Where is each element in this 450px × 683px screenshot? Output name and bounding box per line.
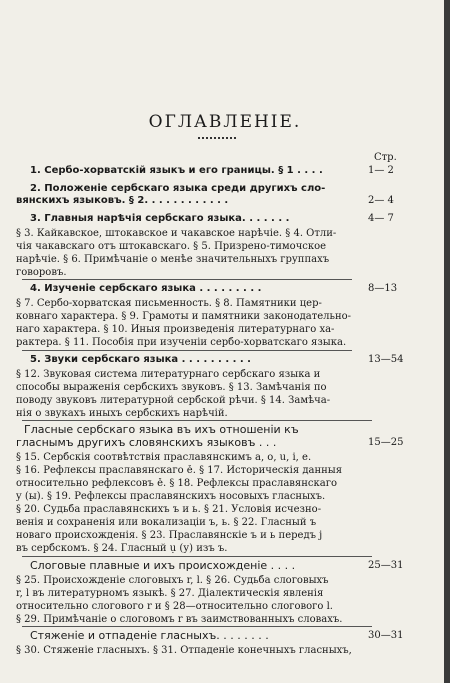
toc-text-line: § 12. Звуковая система литературнаго сербскаго языка и (16, 369, 321, 380)
page-range: 25—31 (368, 560, 404, 571)
toc-heading: гласнымъ другихъ словянскихъ языковъ . . . (16, 437, 277, 449)
toc-text-line: § 16. Рефлексы праславянскаго ě. § 17. Историческія данныя (16, 465, 343, 476)
toc-text-line: нія о звукахъ иныхъ сербскихъ нарѣчій. (16, 408, 228, 419)
toc-text-line: § 30. Стяженіе гласныхъ. § 31. Отпаденіе конечныхъ гласныхъ, (16, 645, 352, 656)
section-divider (22, 279, 352, 280)
toc-text-line: § 7. Сербо-хорватская письменность. § 8. Памятники цер- (16, 298, 322, 309)
toc-text-line: новаго происхожденія. § 23. Праславянскіе ъ и ь передъ j (16, 530, 323, 541)
toc-heading: 4. Изученіе сербскаго языка . . . . . . . . . (30, 283, 262, 294)
toc-text-line: относительно слогового r и § 28—относительно слогового l. (16, 601, 333, 612)
toc-text-line: въ сербскомъ. § 24. Гласный ụ (у) изъ ъ. (16, 543, 228, 554)
section-divider (22, 626, 372, 627)
page-column-header: Стр. (374, 152, 397, 163)
page-title: ОГЛАВЛЕНІЕ. (148, 112, 302, 132)
toc-text-line: поводу звуковъ литературной сербской рѣчи. § 14. Замѣча- (16, 395, 331, 406)
toc-text-line: относительно рефлексовъ ě. § 18. Рефлексы праславянскаго (16, 478, 337, 489)
toc-text-line: § 20. Судьба праславянскихъ ъ и ь. § 21. Условія исчезно- (16, 504, 322, 515)
toc-text-line: нарѣчіе. § 6. Примѣчаніе о менѣе значительныхъ группахъ (16, 254, 330, 265)
toc-heading: Стяженіе и отпаденіе гласныхъ. . . . . . . . (30, 630, 269, 642)
toc-text-line: говоровъ. (16, 267, 67, 278)
toc-heading: 2. Положеніе сербскаго языка среди другихъ сло- (30, 183, 326, 194)
page-range: 13—54 (368, 354, 404, 365)
toc-heading: 5. Звуки сербскаго языка . . . . . . . . . . (30, 354, 251, 365)
section-divider (22, 556, 372, 557)
page-range: 1— 2 (368, 165, 394, 176)
toc-heading: Гласные сербскаго языка въ ихъ отношеніи къ (24, 424, 299, 436)
page-edge-shadow (444, 0, 450, 683)
toc-text-line: наго характера. § 10. Иныя произведенія литературнаго ха- (16, 324, 335, 335)
section-divider (22, 350, 352, 351)
toc-heading: Слоговые плавные и ихъ происхожденіе . . . . (30, 560, 296, 572)
toc-text-line: § 15. Сербскія соотвѣтствія праславянскимъ a, o, u, i, e. (16, 452, 312, 463)
title-ornament (198, 137, 236, 139)
page-range: 2— 4 (368, 195, 394, 206)
page-range: 4— 7 (368, 213, 394, 224)
page-range: 8—13 (368, 283, 398, 294)
toc-text-line: § 29. Примѣчаніе о слоговомъ r въ заимствованныхъ словахъ. (16, 614, 343, 625)
toc-heading: 3. Главныя нарѣчія сербскаго языка. . . . . . . (30, 213, 290, 224)
section-divider (22, 420, 372, 421)
toc-text-line: ковнаго характера. § 9. Грамоты и памятники законодательно- (16, 311, 352, 322)
toc-text-line: § 3. Кайкавское, штокавское и чакавское нарѣчіе. § 4. Отли- (16, 228, 337, 239)
toc-heading: вянскихъ языковъ. § 2. . . . . . . . . . . . (16, 195, 229, 206)
page-range: 15—25 (368, 437, 404, 448)
page-range: 30—31 (368, 630, 404, 641)
toc-heading: 1. Сербо-хорватскій языкъ и его границы. § 1 . . . . (30, 165, 323, 176)
toc-text-line: § 25. Происхожденіе слоговыхъ r, l. § 26. Судьба слоговыхъ (16, 575, 329, 586)
toc-text-line: венія и сохраненія или вокализаціи ъ, ь. § 22. Гласный ъ (16, 517, 317, 528)
toc-text-line: r, l въ литературномъ языкѣ. § 27. Діалектическія явленія (16, 588, 324, 599)
toc-text-line: y (ы). § 19. Рефлексы праславянскихъ носовыхъ гласныхъ. (16, 491, 326, 502)
toc-text-line: рактера. § 11. Пособія при изученіи сербо-хорватскаго языка. (16, 337, 347, 348)
toc-text-line: способы выраженія сербскихъ звуковъ. § 13. Замѣчанія по (16, 382, 327, 393)
toc-text-line: чія чакавскаго отъ штокавскаго. § 5. Призрено-тимочское (16, 241, 327, 252)
